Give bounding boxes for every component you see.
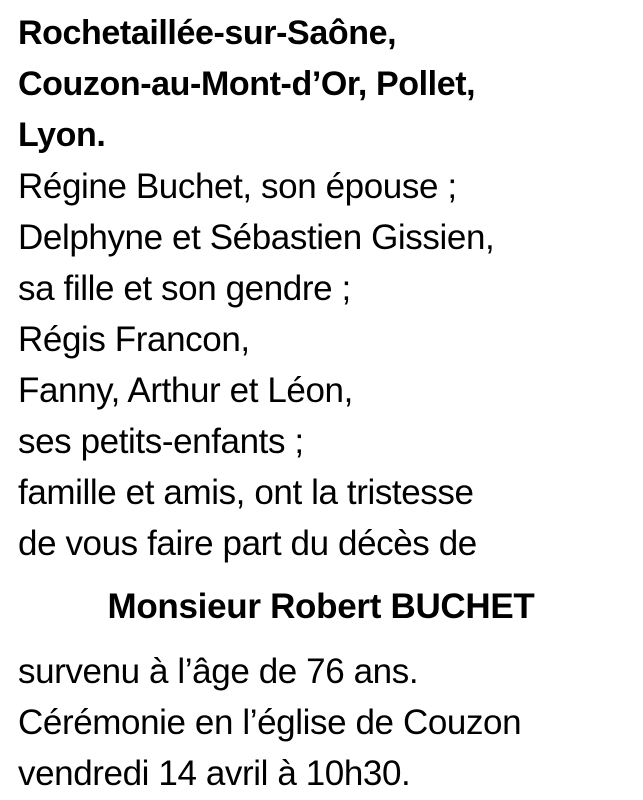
header-line-towns-2: Couzon-au-Mont-d’Or, Pollet, <box>18 65 476 103</box>
details-line-date: vendredi 14 avril à 10h30. <box>18 754 411 793</box>
family-line-grandchildren-names: Fanny, Arthur et Léon, <box>18 371 353 410</box>
family-line-announce: de vous faire part du décès de <box>18 524 477 563</box>
header-line-towns-3: Lyon. <box>18 116 106 154</box>
header-line-towns-1: Rochetaillée-sur-Saône, <box>18 14 397 52</box>
ceremony-details <box>18 646 638 799</box>
family-line-daughter-relation: sa fille et son gendre ; <box>18 269 351 308</box>
obituary-notice <box>18 8 638 799</box>
family-announcement <box>18 161 638 569</box>
family-line-daughter-names: Delphyne et Sébastien Gissien, <box>18 218 495 257</box>
family-line-grandchildren-relation: ses petits-enfants ; <box>18 422 304 461</box>
deceased-name: Monsieur Robert BUCHET <box>107 587 535 626</box>
family-line-sadness: famille et amis, ont la tristesse <box>18 473 474 512</box>
details-line-age: survenu à l’âge de 76 ans. <box>18 652 419 691</box>
family-line-spouse: Régine Buchet, son épouse ; <box>18 167 457 206</box>
notice-header <box>18 8 638 161</box>
details-line-ceremony: Cérémonie en l’église de Couzon <box>18 703 522 742</box>
family-line-regis: Régis Francon, <box>18 320 250 359</box>
